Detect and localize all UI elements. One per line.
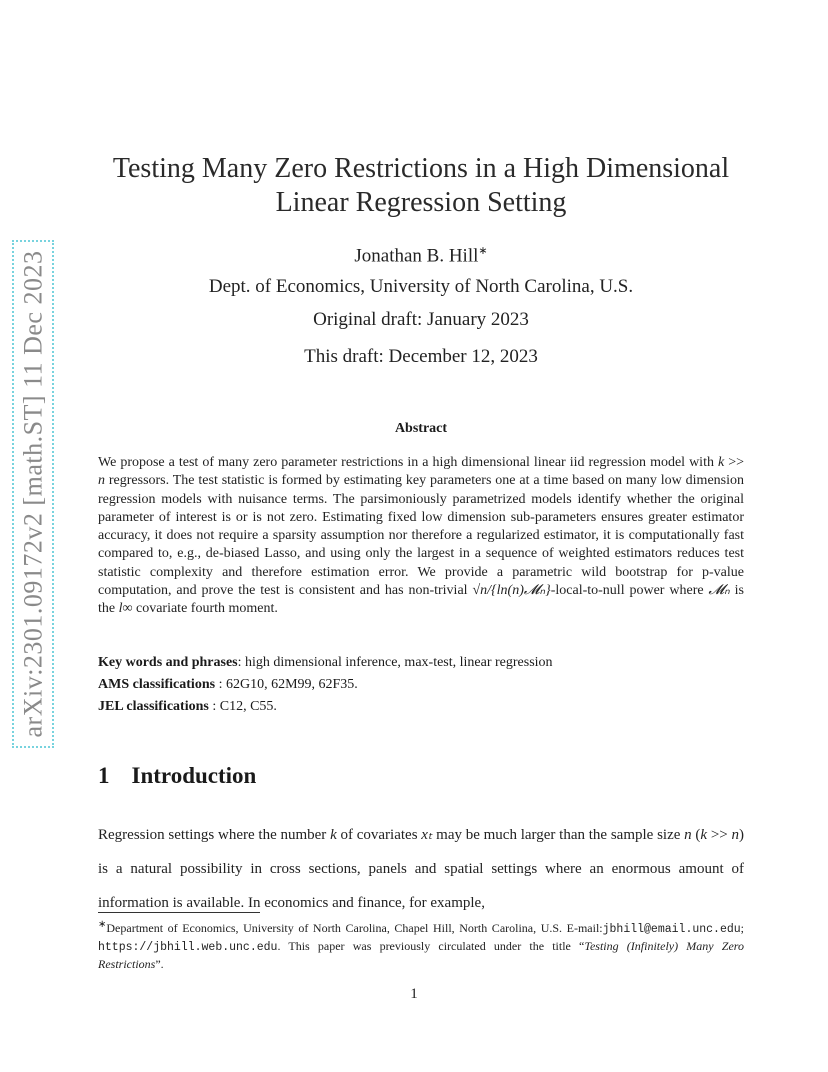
footnote-part: ”. [155, 957, 164, 971]
math-n: n [731, 827, 740, 843]
ams-text: : 62G10, 62M99, 62F35. [215, 677, 358, 692]
author-text: Jonathan B. Hill [354, 245, 479, 267]
abstract-text [98, 454, 744, 619]
intro-part: Regression settings where the number [98, 827, 331, 843]
section-title: Introduction [131, 763, 257, 788]
homepage-link[interactable]: https://jbhill.web.unc.edu [98, 941, 278, 954]
email-link[interactable]: jbhill@email.unc.edu [602, 923, 741, 936]
intro-part: ( [691, 827, 701, 843]
jel-label: JEL classifications [98, 699, 209, 714]
math-xt: xₜ [421, 827, 433, 843]
math-n: n [684, 827, 692, 843]
math-n: n [98, 473, 105, 489]
original-draft-date: Original draft: January 2023 [313, 309, 529, 330]
math-k: k [330, 827, 337, 843]
keywords-text: : high dimensional inference, max-test, linear regression [237, 655, 553, 670]
ams-line [98, 674, 744, 696]
section-number: 1 [98, 763, 110, 788]
keywords-line [98, 652, 744, 674]
math-power-expr: √n/{ln(n)𝓜ₙ} [472, 583, 551, 599]
abstract-part: We propose a test of many zero parameter restrictions in a high dimensional linear iid regression model with [98, 455, 718, 470]
footnote-rule [98, 912, 260, 913]
footnote-mark: ∗ [98, 919, 107, 930]
section-heading [98, 763, 256, 789]
author-name [96, 244, 746, 267]
arxiv-stamp[interactable] [12, 240, 54, 748]
abstract-part: covariate fourth moment. [132, 601, 278, 617]
ams-label: AMS classifications [98, 677, 216, 692]
math-op: >> [724, 455, 744, 470]
abstract-part: regressors. The test statistic is formed by estimating key parameters one at a time based on many low dimension regression models with nuisance terms. The parsimoniously parametrized models identify whether the original parameter of interest is or is not zero. Estimating fixed low dimension sub-parameters ensures greater estimator accuracy, it does not require a sparsity assumption nor therefore a regularized estimator, it is computationally fast compared to, e.g., de-biased Lasso, and using only the largest in a sequence of weighted estimators reduces test statistic complexity and therefore estimation error. We provide a parametric wild bootstrap for p-value computation, and prove the test is consistent and has non-trivial [98, 473, 744, 599]
author-footnote-mark[interactable]: ∗ [478, 245, 488, 257]
math-linf: l∞ [118, 601, 133, 617]
keywords-label: Key words and phrases [98, 655, 238, 670]
abstract-part: -local-to-null power where [550, 583, 709, 599]
footnote-part: . This paper was previously circulated under the title “ [277, 939, 585, 953]
title-line-1: Testing Many Zero Restrictions in a High Dimensional [112, 153, 730, 184]
footnote-part: Department of Economics, University of North Carolina, Chapel Hill, North Carolina, U.S. E-mail: [106, 921, 603, 935]
abstract-part: is the [98, 583, 744, 617]
this-draft-date: This draft: December 12, 2023 [304, 346, 538, 367]
intro-part: ) is a natural possibility in cross sections, panels and spatial settings where an enormous amount of information is available. In economics and finance, for example, [98, 827, 745, 911]
page-number: 1 [410, 986, 418, 1002]
abstract-heading: Abstract [394, 421, 448, 436]
intro-part: may be much larger than the sample size [432, 827, 685, 843]
keywords-block [98, 652, 744, 718]
math-moment: 𝓜ₙ [708, 583, 730, 599]
jel-line [98, 696, 744, 718]
footnote-part: ; [740, 921, 744, 935]
intro-part: of covariates [336, 827, 422, 843]
math-k: k [717, 455, 725, 470]
intro-paragraph [98, 818, 744, 920]
footnote [98, 917, 744, 972]
jel-text: : C12, C55. [208, 699, 277, 714]
title-line-2: Linear Regression Setting [275, 187, 567, 218]
math-k: k [700, 827, 708, 843]
paper-title [96, 152, 746, 220]
previous-title: Testing (Infinitely) Many Zero Restrictions [98, 939, 744, 971]
arxiv-id: arXiv:2301.09172v2 [math.ST] 11 Dec 2023 [18, 250, 47, 738]
math-op: >> [707, 827, 732, 843]
affiliation: Dept. of Economics, University of North Carolina, U.S. [208, 276, 634, 297]
